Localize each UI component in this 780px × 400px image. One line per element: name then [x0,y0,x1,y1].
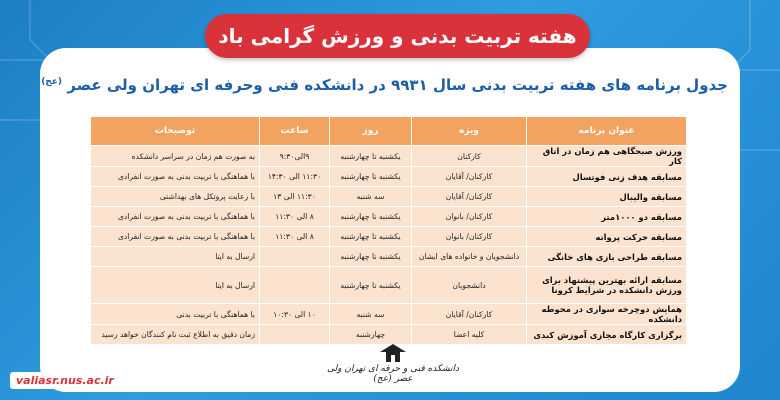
table-row [91,304,687,325]
table-row [91,146,687,167]
cell-title: ورزش صبحگاهی هم زمان در اتاق کار [527,146,687,167]
cell-notes: ارسال به ایتا [91,267,260,304]
cell-time [260,247,330,267]
table-row [91,207,687,227]
college-emblem-icon [380,344,406,362]
cell-time: ۱۰ الی ۱۰:۳۰ [260,304,330,325]
header-notes: توضیحات [91,117,260,146]
cell-time: ۸ الی ۱۱:۳۰ [260,227,330,247]
cell-notes: با هماهنگی با تربیت بدنی به صورت انفرادی [91,227,260,247]
subtitle-text: جدول برنامه های هفته تربیت بدنی سال ۹۹۳۱ در دانشکده فنی وحرفه ای تهران ولی عصر [67,76,728,94]
cell-day: سه شنبه [330,304,412,325]
logo-caption: دانشکده فنی و حرفه ای تهران ولی عصر (عج) [326,364,459,384]
cell-title: مسابقه طراحی بازی های خانگی [527,247,687,267]
cell-notes: با هماهنگی با تربیت بدنی به صورت انفرادی [91,207,260,227]
schedule-table [90,116,687,345]
table-row [91,187,687,207]
header-audience: ویژه [412,117,527,146]
college-logo [318,344,468,390]
cell-day: یکشنبه تا چهارشنبه [330,227,412,247]
cell-notes: به صورت هم زمان در سراسر دانشکده [91,146,260,167]
header-time: ساعت [260,117,330,146]
cell-notes: با هماهنگی با تربیت بدنی [91,304,260,325]
table-header-row [91,117,687,146]
cell-title: مسابقه دو ۱۰۰۰متر [527,207,687,227]
cell-day: یکشنبه تا چهارشنبه [330,247,412,267]
cell-day: یکشنبه تا چهارشنبه [330,146,412,167]
cell-title: مسابقه ارائه بهترین پیشنهاد برای ورزش دانشکده در شرایط کرونا [527,267,687,304]
header-day: روز [330,117,412,146]
cell-notes: با رعایت پروتکل های بهداشتی [91,187,260,207]
subtitle-badge: (عج) [41,77,63,87]
cell-audience: کارکنان/ آقایان [412,187,527,207]
table-row [91,267,687,304]
footer-site-link[interactable]: valiasr.nus.ac.ir [10,372,120,389]
cell-day: چهارشنبه [330,325,412,345]
cell-audience: دانشجویان و خانواده های ایشان [412,247,527,267]
page-subtitle [41,76,728,94]
table-row [91,227,687,247]
cell-time: ۸ الی ۱۱:۳۰ [260,207,330,227]
cell-day: سه شنبه [330,187,412,207]
cell-audience: دانشجویان [412,267,527,304]
page-banner: هفته تربیت بدنی و ورزش گرامی باد [205,14,590,58]
table-row [91,325,687,345]
cell-audience: کارکنان/ آقایان [412,167,527,187]
header-title: عنوان برنامه [527,117,687,146]
cell-title: مسابقه حرکت پروانه [527,227,687,247]
cell-title: مسابقه والیبال [527,187,687,207]
cell-time: ۹الی۹:۳۰ [260,146,330,167]
cell-title: مسابقه هدف زنی فوتسال [527,167,687,187]
cell-audience: کارکنان/ بانوان [412,227,527,247]
cell-audience: کارکنان/ آقایان [412,304,527,325]
cell-day: یکشنبه تا چهارشنبه [330,167,412,187]
cell-audience: کارکنان [412,146,527,167]
cell-day: یکشنبه تا چهارشنبه [330,207,412,227]
cell-title: برگزاری کارگاه مجازی آموزش کبدی [527,325,687,345]
cell-time [260,325,330,345]
cell-audience: کلیه اعضا [412,325,527,345]
cell-day: یکشنبه تا چهارشنبه [330,267,412,304]
cell-audience: کارکنان/ بانوان [412,207,527,227]
cell-time [260,267,330,304]
cell-time: ۱۱:۳۰ الی ۱۳ [260,187,330,207]
cell-time: ۱۱:۳۰ الی ۱۴:۳۰ [260,167,330,187]
cell-title: همایش دوچرخه سواری در محوطه دانشکده [527,304,687,325]
cell-notes: ارسال به ایتا [91,247,260,267]
cell-notes: با هماهنگی با تربیت بدنی به صورت انفرادی [91,167,260,187]
table-row [91,247,687,267]
table-row [91,167,687,187]
cell-notes: زمان دقیق به اطلاع ثبت نام کنندگان خواهد رسید [91,325,260,345]
